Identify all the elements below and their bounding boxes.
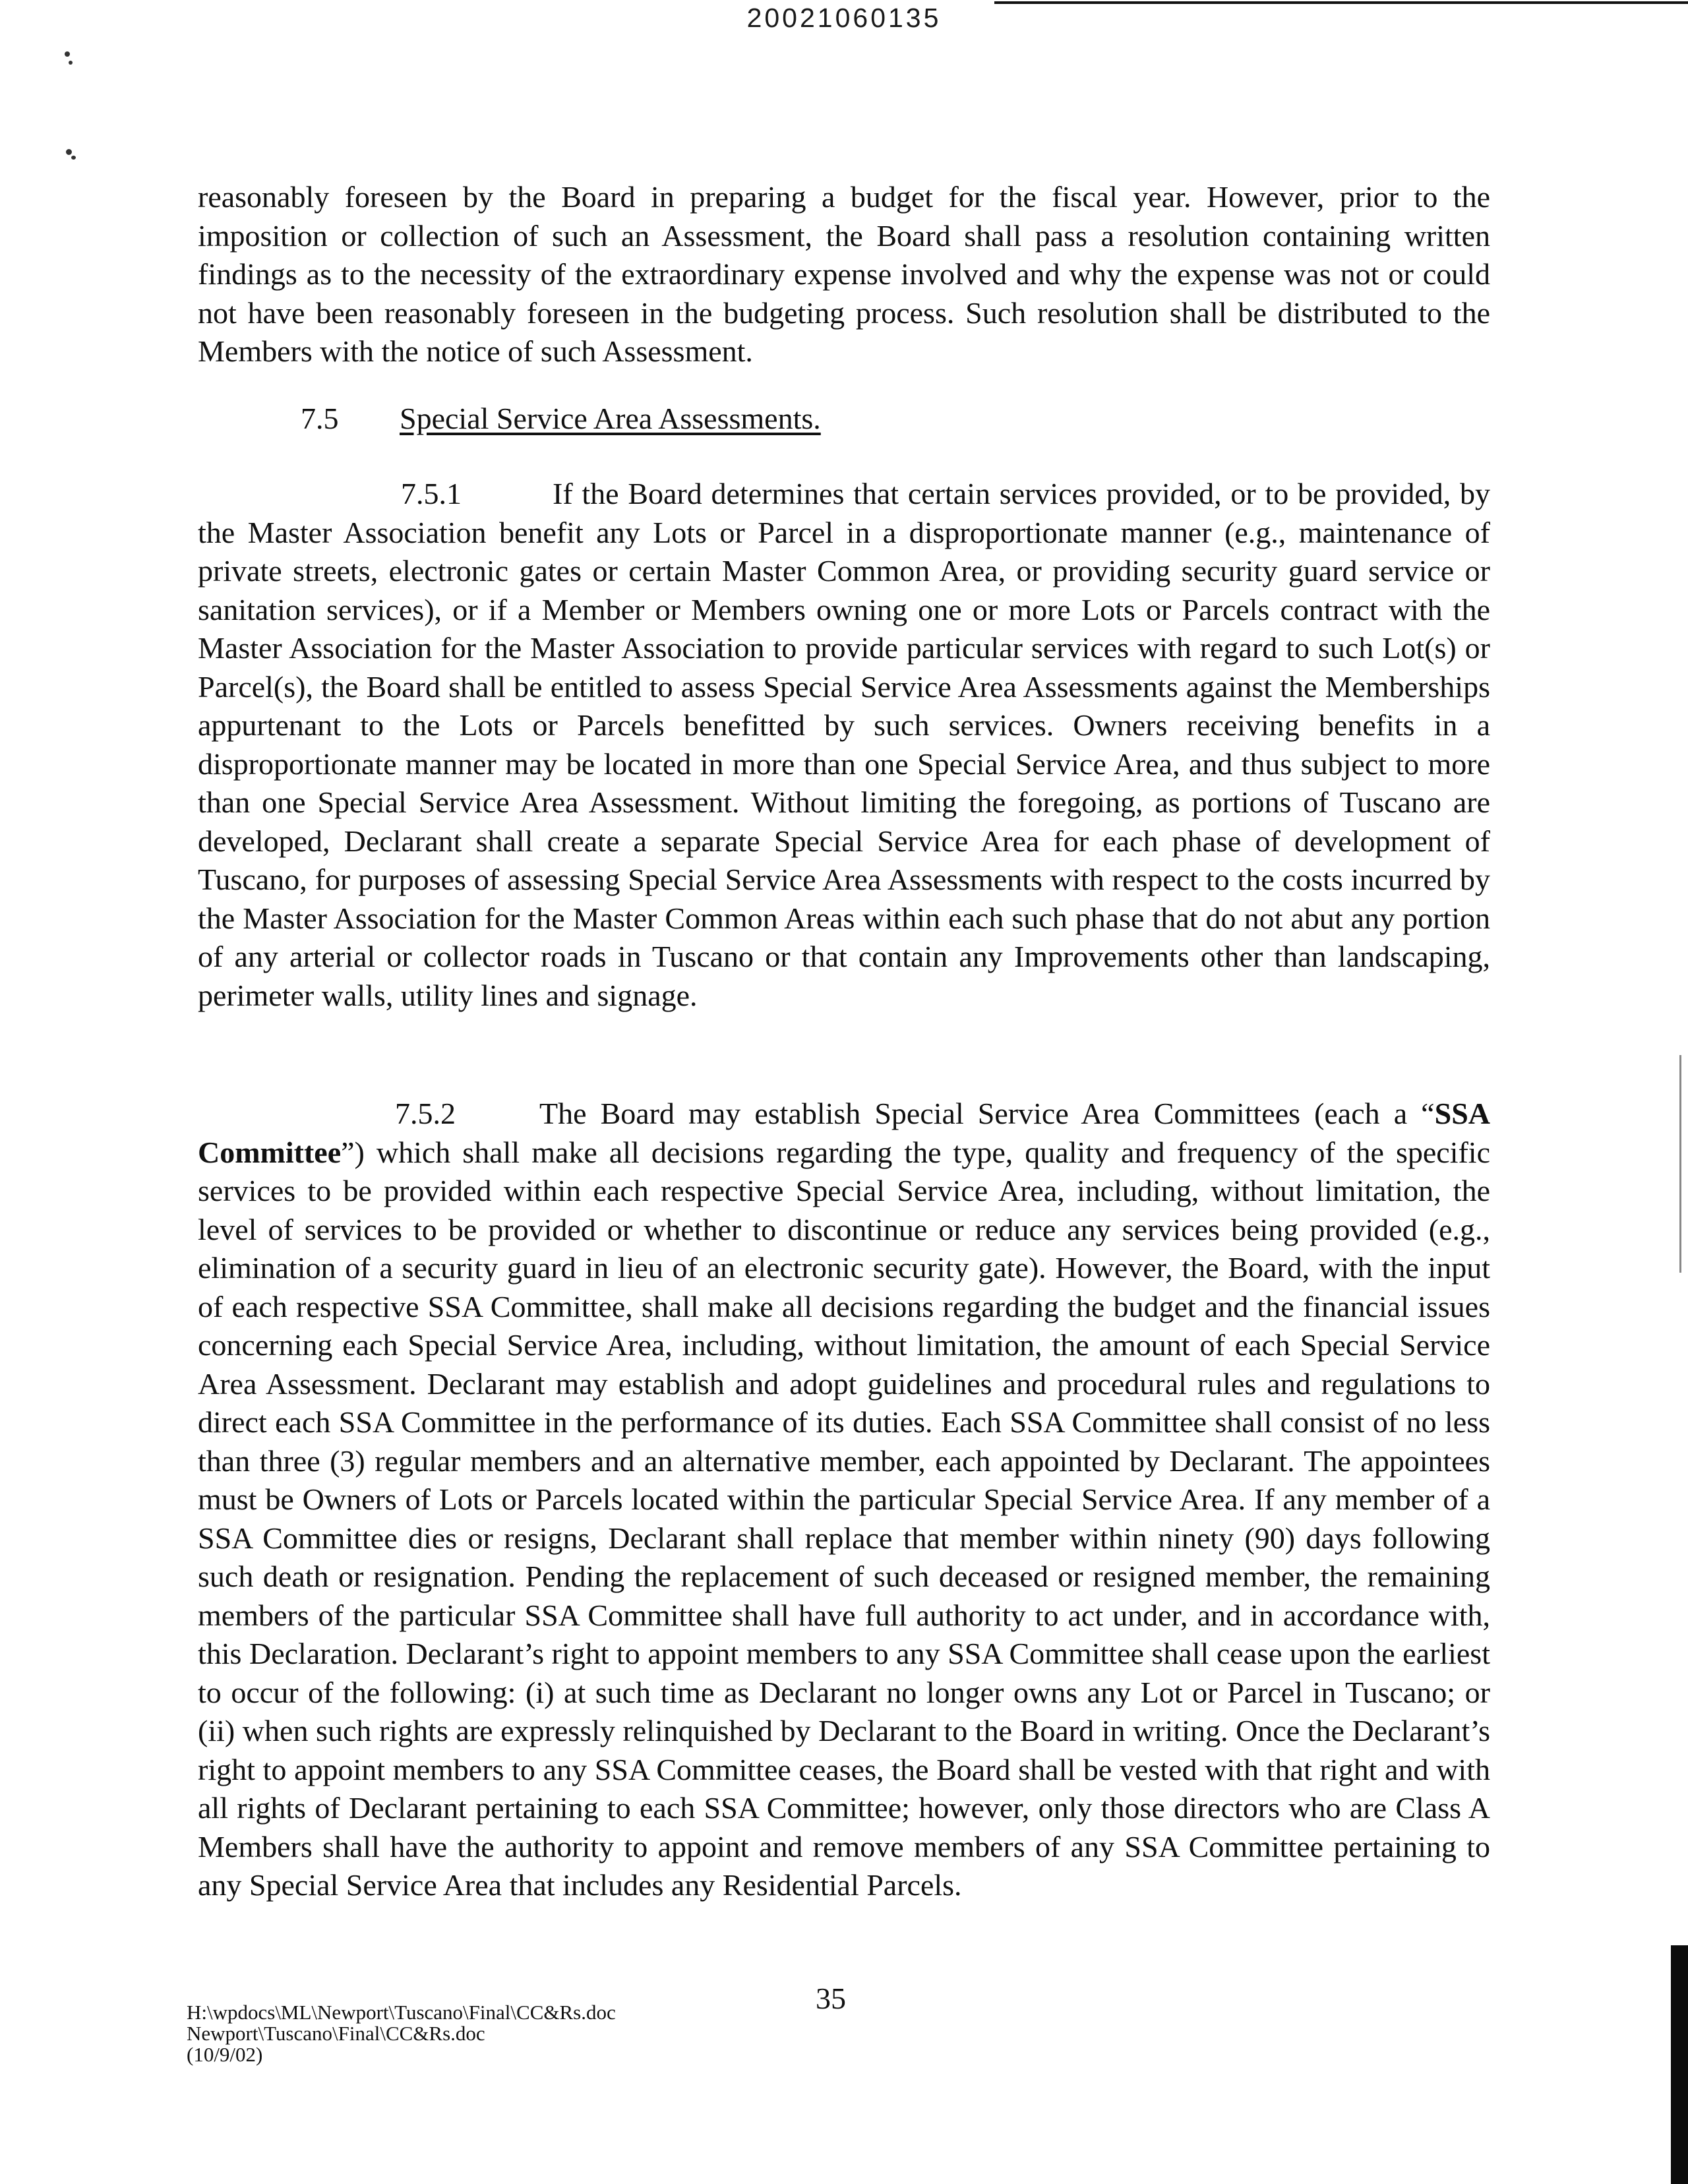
scan-speck	[65, 51, 70, 57]
paragraph-text: If the Board determines that certain services provided, or to be provided, by the Master Association benefit any Lots or Parcel in a disproportionate manner (e.g., maintenance of private streets, electronic gates or certain Master Common Area, or providing security guard service or sanitation services), or if a Member or Members owning one or more Lots or Parcels contract with the Master Association for the Master Association to provide particular services with regard to such Lot(s) or Parcel(s), the Board shall be entitled to assess Special Service Area Assessments against the Memberships appurtenant to the Lots or Parcels benefitted by such services. Owners receiving benefits in a disproportionate manner may be located in more than one Special Service Area, and thus subject to more than one Special Service Area Assessment. Without limiting the foregoing, as portions of Tuscano are developed, Declarant shall create a separate Special Service Area for each phase of development of Tuscano, for purposes of assessing Special Service Area Assessments with respect to the costs incurred by the Master Association for the Master Common Areas within each such phase that do not abut any portion of any arterial or collector roads in Tuscano or that contain any Improvements other than landscaping, perimeter walls, utility lines and signage.	[198, 477, 1490, 1012]
paragraph-text-rest: ”) which shall make all decisions regarding the type, quality and frequency of the specific services to be provided within each respective Special Service Area, including, without limitation, the level of services to be provided or whether to discontinue or reduce any services being provided (e.g., elimination of a security guard in lieu of an electronic security gate). However, the Board, with the input of each respective SSA Committee, shall make all decisions regarding the budget and the financial issues concerning each Special Service Area, including, without limitation, the amount of each Special Service Area Assessment. Declarant may establish and adopt guidelines and procedural rules and regulations to direct each SSA Committee in the performance of its duties. Each SSA Committee shall consist of no less than three (3) regular members and an alternative member, each appointed by Declarant. The appointees must be Owners of Lots or Parcels located within the particular Special Service Area. If any member of a SSA Committee dies or resigns, Declarant shall replace that member within ninety (90) days following such death or resignation. Pending the replacement of such deceased or resigned member, the remaining members of the particular SSA Committee shall have full authority to act under, and in accordance with, this Declaration. Declarant’s right to appoint members to any SSA Committee shall cease upon the earliest to occur of the following: (i) at such time as Declarant no longer owns any Lot or Parcel in Tuscano; or (ii) when such rights are expressly relinquished by Declarant to the Board in writing. Once the Declarant’s right to appoint members to any SSA Committee ceases, the Board shall be vested with that right and with all rights of Declarant pertaining to each SSA Committee; however, only those directors who are Class A Members shall have the authority to appoint and remove members of any SSA Committee pertaining to any Special Service Area that includes any Residential Parcels.	[198, 1135, 1490, 1902]
intro-paragraph	[198, 178, 1490, 371]
section-heading-7-5	[301, 400, 821, 438]
paragraph-7-5-2	[198, 1095, 1490, 1905]
scan-edge-mark	[1679, 1055, 1681, 1273]
footer-path-line-2: Newport\Tuscano\Final\CC&Rs.doc	[187, 2022, 485, 2045]
scan-edge-bar	[1671, 1945, 1688, 2184]
scan-speck	[69, 61, 73, 65]
paragraph-text-lead: The Board may establish Special Service Area Committees (each a “	[539, 1097, 1435, 1130]
footer-date: (10/9/02)	[187, 2043, 263, 2066]
footer-path-line-1: H:\wpdocs\ML\Newport\Tuscano\Final\CC&Rs.doc	[187, 2001, 616, 2024]
footer-file-info	[187, 2002, 616, 2065]
intro-paragraph-text: reasonably foreseen by the Board in preparing a budget for the fiscal year. However, prior to the imposition or collection of such an Assessment, the Board shall pass a resolution containing written findings as to the necessity of the extraordinary expense involved and why the expense was not or could not have been reasonably foreseen in the budgeting process. Such resolution shall be distributed to the Members with the notice of such Assessment.	[198, 180, 1490, 368]
section-number: 7.5	[301, 402, 339, 435]
section-title: Special Service Area Assessments.	[400, 402, 821, 435]
paragraph-7-5-1	[198, 475, 1490, 1015]
document-number: 20021060135	[746, 3, 942, 33]
paragraph-number: 7.5.1	[401, 477, 462, 510]
paragraph-number: 7.5.2	[395, 1097, 456, 1130]
defined-term: SSA Committee	[198, 1097, 1490, 1169]
scan-speck	[66, 149, 72, 155]
page-number: 35	[816, 1982, 846, 2015]
scan-speck	[71, 156, 76, 160]
